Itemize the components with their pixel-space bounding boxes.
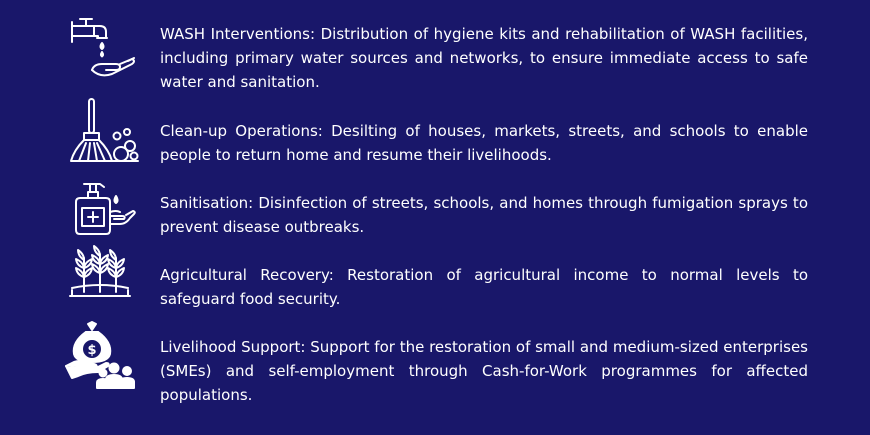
- livelihood-support-text: Livelihood Support: Support for the restoration of small and medium-sized enterprises (SMEs) and self-employment through Cash-for-Work programmes for affected populations.: [160, 338, 808, 404]
- money-bag-people-icon: [64, 322, 140, 390]
- agricultural-recovery-text: Agricultural Recovery: Restoration of agricultural income to normal levels to safeguard food security.: [160, 266, 808, 308]
- broom-bubbles-icon: [64, 96, 140, 164]
- wash-interventions-text: WASH Interventions: Distribution of hygiene kits and rehabilitation of WASH facilities, including primary water sources and networks, to ensure immediate access to safe water and sanitation.: [160, 25, 808, 91]
- wheat-field-icon: [64, 246, 140, 298]
- sanitiser-bottle-hand-icon: [64, 182, 140, 236]
- clean-up-operations-text: Clean-up Operations: Desilting of houses, markets, streets, and schools to enable people to return home and resume their livelihoods.: [160, 122, 808, 164]
- svg-text:$: $: [87, 343, 97, 358]
- sanitisation-text: Sanitisation: Disinfection of streets, schools, and homes through fumigation sprays to prevent disease outbreaks.: [160, 194, 808, 236]
- water-tap-hand-icon: [64, 14, 140, 84]
